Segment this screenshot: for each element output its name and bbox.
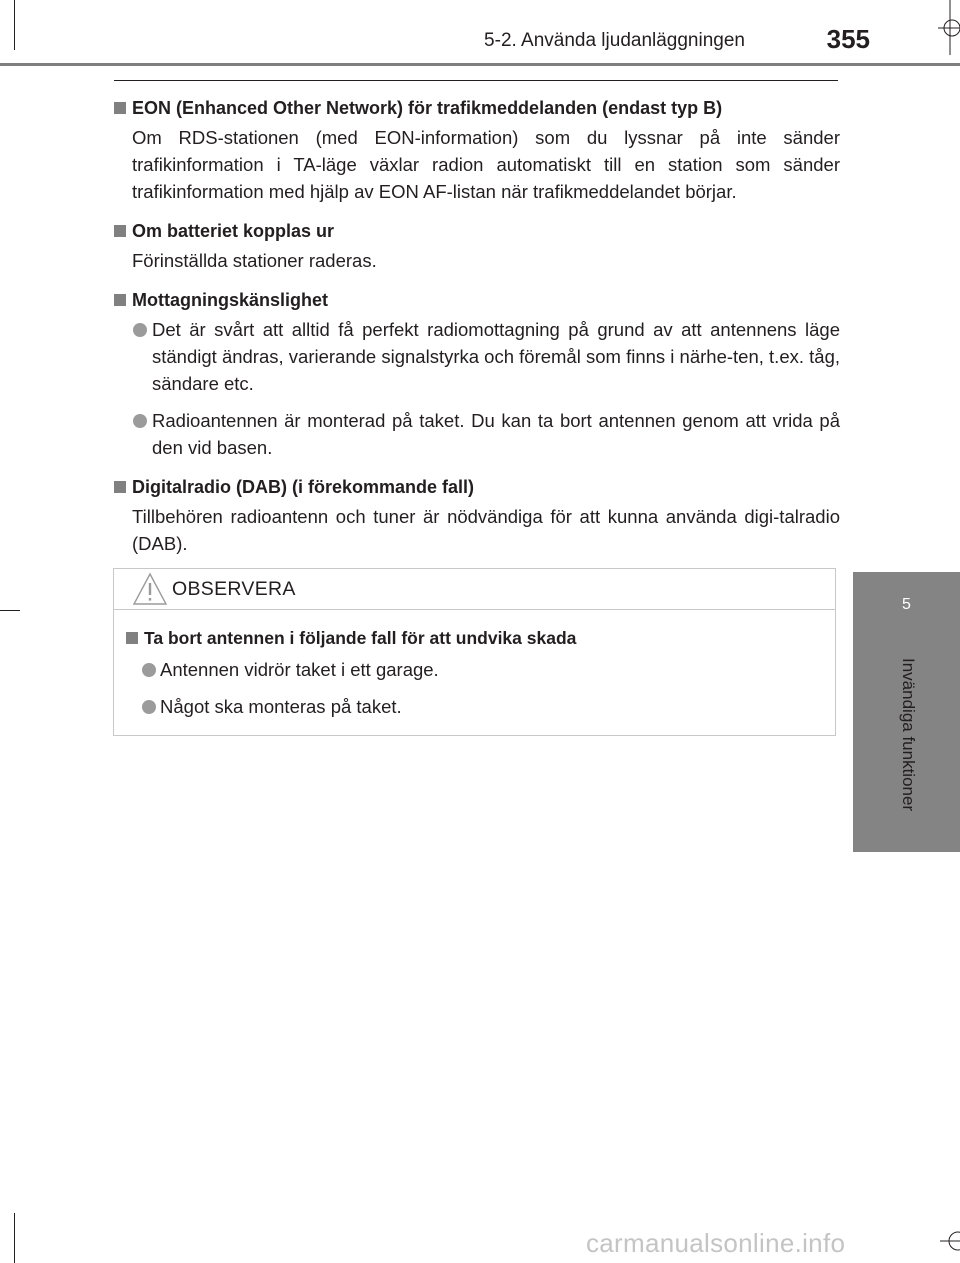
list-item-text: Radioantennen är monterad på taket. Du kan ta bort antennen genom att vrida på den vid basen. [152, 410, 840, 458]
crop-mark [14, 1213, 15, 1263]
list-item-text: Antennen vidrör taket i ett garage. [160, 659, 439, 680]
notice-body [114, 610, 835, 720]
chapter-title: 5-2. Använda ljudanläggningen [484, 30, 745, 51]
registration-mark-icon [930, 0, 960, 60]
notice-header [114, 569, 835, 610]
list-item-text: Det är svårt att alltid få perfekt radiomottagning på grund av att antennens läge ständigt ändras, varierande signalstyrka och föremål som finns i närhe-ten, t.ex. tåg, sändare etc. [152, 319, 840, 394]
chapter-side-tab [853, 572, 960, 852]
crop-mark [14, 0, 15, 50]
notice-box [113, 568, 836, 736]
notice-heading-text: Ta bort antennen i följande fall för att undvika skada [144, 628, 577, 648]
square-bullet-icon [126, 632, 138, 644]
section-text: Tillbehören radioantenn och tuner är nödvändiga för att kunna använda digi-talradio (DAB). [132, 506, 840, 554]
header-rule [0, 63, 960, 66]
round-bullet-icon [133, 414, 147, 428]
section-heading-text: Mottagningskänslighet [132, 290, 329, 310]
side-tab-label: Invändiga funktioner [899, 658, 918, 812]
list-item [126, 693, 835, 720]
warning-triangle-icon [132, 572, 168, 606]
notice-heading [126, 626, 835, 650]
side-tab-number: 5 [902, 596, 911, 613]
round-bullet-icon [133, 323, 147, 337]
crop-mark [0, 610, 20, 611]
page-number: 355 [826, 24, 870, 54]
square-bullet-icon [114, 481, 126, 493]
main-content [114, 96, 840, 557]
section-heading-text: Digitalradio (DAB) (i förekommande fall) [132, 477, 475, 497]
watermark: carmanualsonline.info [586, 1228, 846, 1258]
registration-mark-icon [940, 1223, 960, 1263]
section-heading-text: EON (Enhanced Other Network) för trafikmeddelanden (endast typ B) [132, 98, 723, 118]
content-top-rule [114, 80, 838, 81]
list-item [126, 656, 835, 683]
square-bullet-icon [114, 102, 126, 114]
section-heading [114, 219, 840, 243]
square-bullet-icon [114, 294, 126, 306]
list-item [114, 316, 840, 397]
list-item [114, 407, 840, 461]
section-text: Om RDS-stationen (med EON-information) som du lyssnar på inte sänder trafikinformation i TA-läge växlar radion automatiskt till en station som sänder trafikinformation med hjälp av EON AF-listan när trafikmeddelandet börjar. [132, 127, 840, 202]
square-bullet-icon [114, 225, 126, 237]
list-item-text: Något ska monteras på taket. [160, 696, 402, 717]
section-text: Förinställda stationer raderas. [132, 250, 377, 271]
round-bullet-icon [142, 663, 156, 677]
section-heading-text: Om batteriet kopplas ur [132, 221, 335, 241]
round-bullet-icon [142, 700, 156, 714]
section-heading [114, 96, 840, 120]
section-heading [114, 288, 840, 312]
notice-title: OBSERVERA [172, 578, 296, 600]
section-heading [114, 475, 840, 499]
